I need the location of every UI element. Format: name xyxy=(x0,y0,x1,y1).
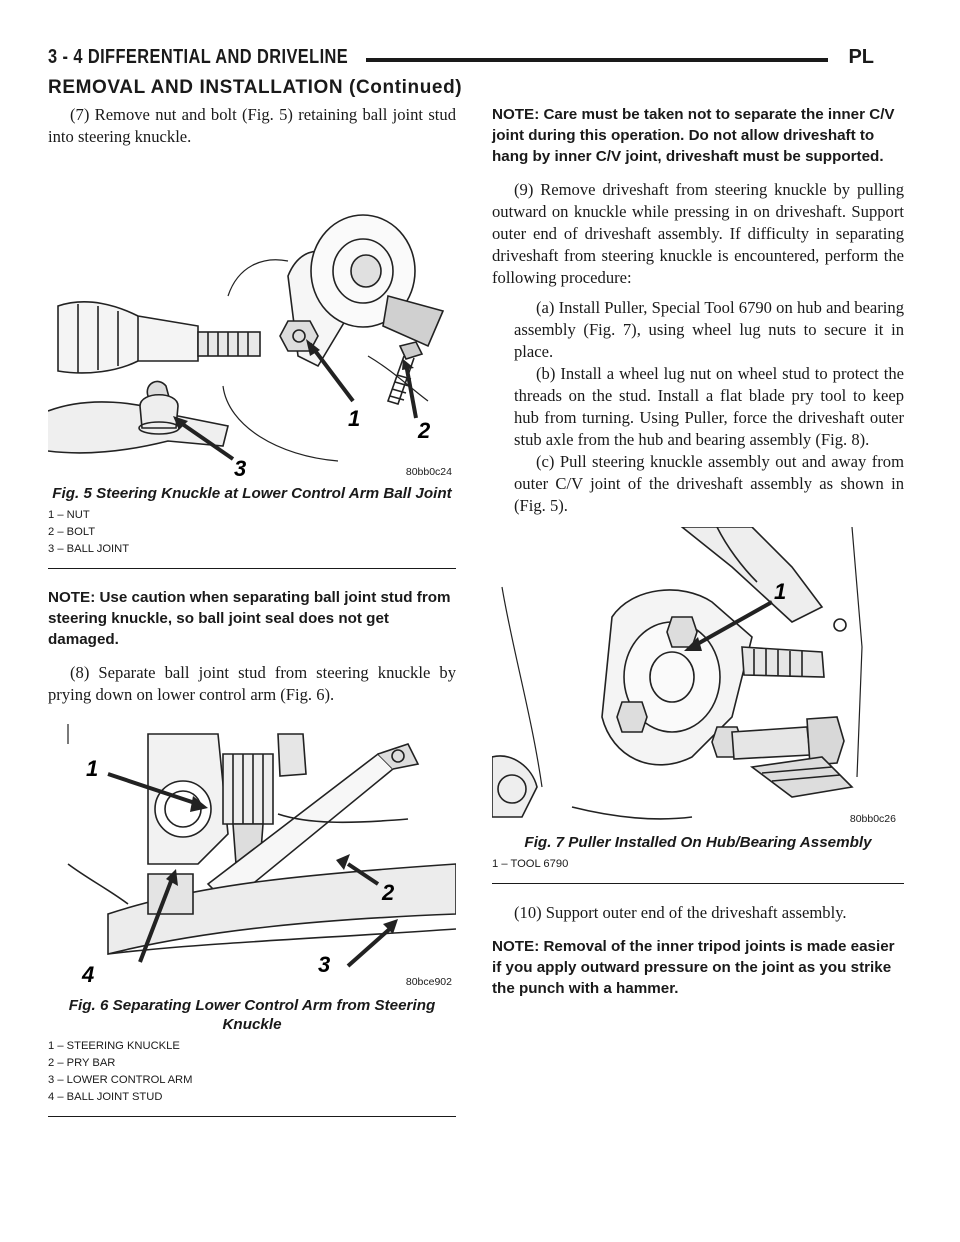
fig6-legend-2: 2 – PRY BAR xyxy=(48,1057,116,1069)
figure-5 xyxy=(48,156,456,478)
fig6-legend-4: 4 – BALL JOINT STUD xyxy=(48,1091,163,1103)
fig6-legend-3: 3 – LOWER CONTROL ARM xyxy=(48,1074,193,1086)
fig6-callout-2: 2 xyxy=(382,880,395,905)
step-9: (9) Remove driveshaft from steering knuckle by pulling outward on knuckle while pressing in on driveshaft. Support outer end of driveshaft assembly. If difficulty in separating driveshaft from steering knuckle is encountered, perform the following procedure: xyxy=(492,180,904,287)
fig5-callout-2: 2 xyxy=(418,418,431,443)
figure-5-illustration xyxy=(48,156,456,478)
fig7-legend-1: 1 – TOOL 6790 xyxy=(492,858,569,870)
section-title: REMOVAL AND INSTALLATION (Continued) xyxy=(48,77,463,98)
fig7-caption: Fig. 7 Puller Installed On Hub/Bearing Assembly xyxy=(524,834,872,851)
fig6-caption: Fig. 6 Separating Lower Control Arm from Steering Knuckle xyxy=(68,997,436,1033)
fig6-legend-1: 1 – STEERING KNUCKLE xyxy=(48,1040,180,1052)
fig5-caption: Fig. 5 Steering Knuckle at Lower Control Arm Ball Joint xyxy=(52,485,452,502)
page-header xyxy=(48,46,874,74)
figure-6-illustration xyxy=(48,714,456,990)
fig5-divider xyxy=(48,568,456,569)
step-7: (7) Remove nut and bolt (Fig. 5) retaining ball joint stud into steering knuckle. xyxy=(48,105,456,146)
fig5-callout-3: 3 xyxy=(234,456,247,478)
left-column xyxy=(48,104,456,1135)
note-inner-tripod: NOTE: Removal of the inner tripod joints is made easier if you apply outward pressure on the joint as you strike the punch with a hammer. xyxy=(492,938,895,997)
note-inner-cv-joint: NOTE: Care must be taken not to separate the inner C/V joint during this operation. Do not allow driveshaft to hang by inner C/V joint, driveshaft must be supported. xyxy=(492,106,895,165)
header-section-title: 3 - 4 DIFFERENTIAL AND DRIVELINE xyxy=(48,46,349,68)
fig6-code: 80bce902 xyxy=(405,976,452,988)
header-rule xyxy=(366,58,828,62)
fig6-callout-4: 4 xyxy=(82,962,95,987)
fig7-divider xyxy=(492,883,904,884)
header-code: PL xyxy=(848,46,874,68)
fig7-callout-1: 1 xyxy=(774,579,787,604)
fig5-legend-2: 2 – BOLT xyxy=(48,526,96,538)
figure-7-illustration xyxy=(492,527,900,827)
right-column xyxy=(492,104,904,1011)
step-9a: (a) Install Puller, Special Tool 6790 on hub and bearing assembly (Fig. 7), using wheel lug nuts to secure it in place. xyxy=(514,298,904,361)
figure-6 xyxy=(48,714,456,990)
step-9c: (c) Pull steering knuckle assembly out and away from outer C/V joint of the driveshaft assembly as shown in (Fig. 5). xyxy=(514,452,904,515)
note-ball-joint-seal: NOTE: Use caution when separating ball joint stud from steering knuckle, so ball joint seal does not get damaged. xyxy=(48,589,451,648)
fig5-callout-1: 1 xyxy=(348,406,361,431)
fig5-code: 80bb0c24 xyxy=(405,466,452,478)
fig5-legend-3: 3 – BALL JOINT xyxy=(48,543,130,555)
fig5-legend-1: 1 – NUT xyxy=(48,509,90,521)
fig7-code: 80bb0c26 xyxy=(849,813,896,825)
fig6-divider xyxy=(48,1116,456,1117)
fig6-callout-3: 3 xyxy=(318,952,331,977)
fig6-callout-1: 1 xyxy=(86,756,99,781)
step-10: (10) Support outer end of the driveshaft assembly. xyxy=(514,903,847,922)
step-9b: (b) Install a wheel lug nut on wheel stud to protect the threads on the stud. Install a flat blade pry tool to keep hub from turning. Using Puller, force the driveshaft outer stub axle from the hub and bearing assembly (Fig. 8). xyxy=(514,364,904,449)
step-8: (8) Separate ball joint stud from steering knuckle by prying down on lower control arm (Fig. 6). xyxy=(48,663,456,704)
figure-7 xyxy=(492,527,904,827)
